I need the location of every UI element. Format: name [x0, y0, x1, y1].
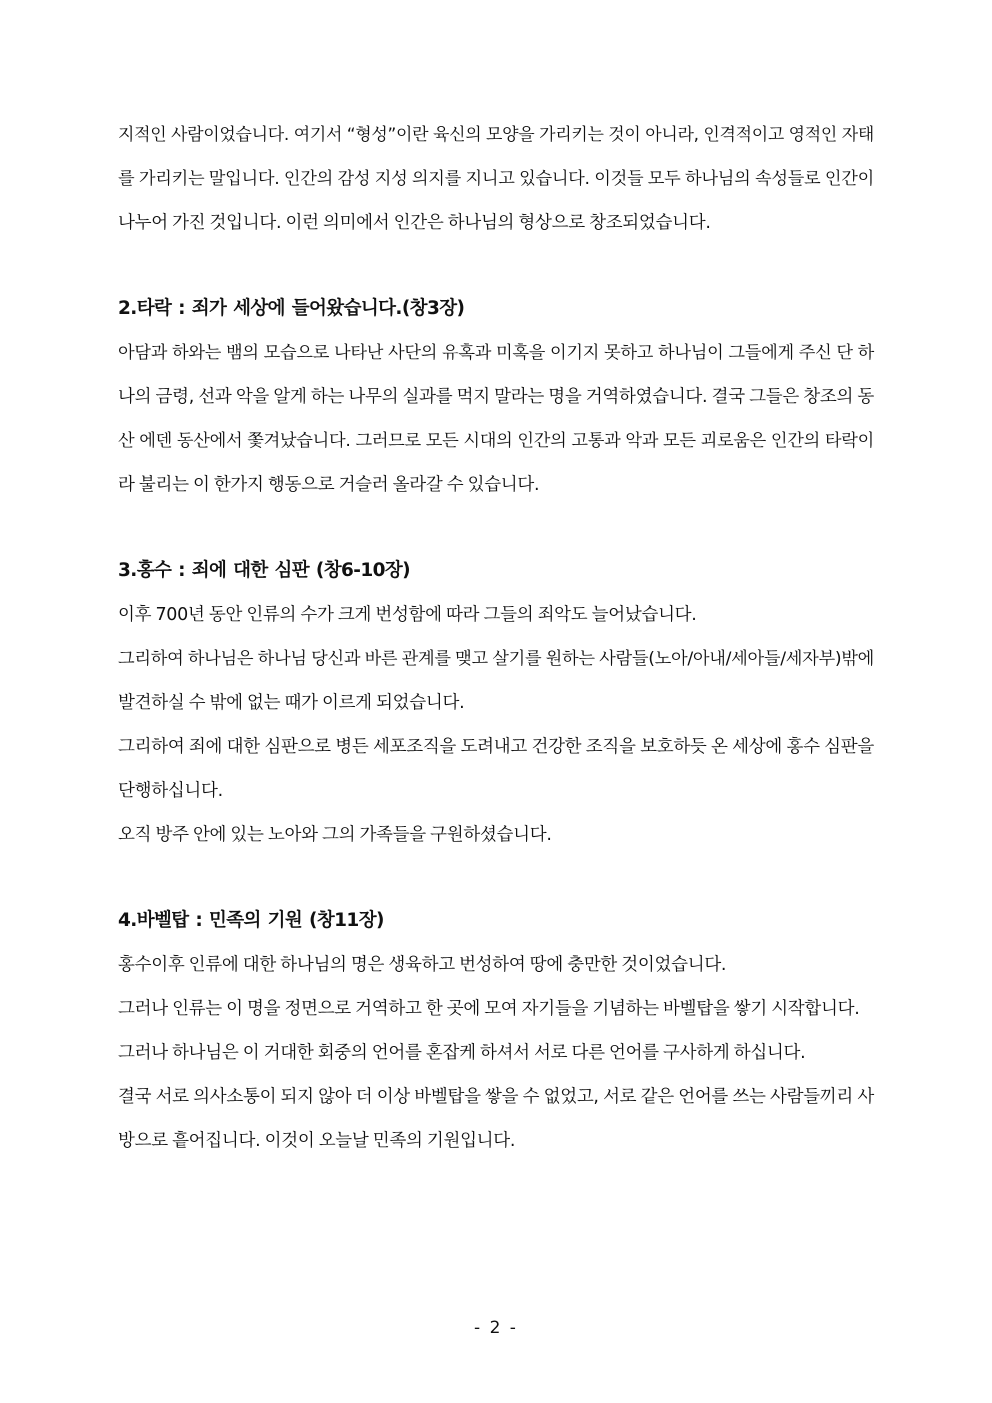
paragraph-line: 발견하실 수 밖에 없는 때가 이르게 되었습니다.	[118, 693, 465, 713]
section-gap	[118, 857, 874, 899]
paragraph-line: 지적인 사람이었습니다. 여기서 “형성”이란 육신의 모양을 가리키는 것이 아니라, 인격적이고 영적인 자태	[118, 125, 874, 145]
section-flood	[118, 549, 874, 857]
paragraph-line: 나누어 가진 것입니다. 이런 의미에서 인간은 하나님의 형상으로 창조되었습니다.	[118, 213, 711, 233]
paragraph-line: 그리하여 죄에 대한 심판으로 병든 세포조직을 도려내고 건강한 조직을 보호하듯 온 세상에 홍수 심판을	[118, 737, 874, 757]
paragraph-line: 그러나 하나님은 이 거대한 회중의 언어를 혼잡케 하셔서 서로 다른 언어를 구사하게 하십니다.	[118, 1043, 806, 1063]
paragraph-line: 오직 방주 안에 있는 노아와 그의 가족들을 구원하셨습니다.	[118, 825, 552, 845]
section-gap	[118, 245, 874, 287]
paragraph-line: 산 에덴 동산에서 쫓겨났습니다. 그러므로 모든 시대의 인간의 고통과 악과 모든 괴로움은 인간의 타락이	[118, 431, 874, 451]
section-gap	[118, 507, 874, 549]
paragraph-line: 단행하십니다.	[118, 781, 223, 801]
paragraph-line: 를 가리키는 말입니다. 인간의 감성 지성 의지를 지니고 있습니다. 이것들 모두 하나님의 속성들로 인간이	[118, 169, 874, 189]
page-number: - 2 -	[474, 1318, 518, 1338]
paragraph-line: 결국 서로 의사소통이 되지 않아 더 이상 바벨탑을 쌓을 수 없었고, 서로 같은 언어를 쓰는 사람들끼리 사	[118, 1087, 874, 1107]
section-fall	[118, 287, 874, 507]
section-heading: 4.바벨탑 : 민족의 기원 (창11장)	[118, 910, 384, 931]
paragraph-line: 이후 700년 동안 인류의 수가 크게 번성함에 따라 그들의 죄악도 늘어났습니다.	[118, 605, 697, 625]
section-heading: 3.홍수 : 죄에 대한 심판 (창6-10장)	[118, 560, 411, 581]
paragraph-line: 방으로 흩어집니다. 이것이 오늘날 민족의 기원입니다.	[118, 1131, 516, 1151]
document-body	[118, 113, 874, 1163]
section-babel	[118, 899, 874, 1163]
paragraph-line: 그리하여 하나님은 하나님 당신과 바른 관계를 맺고 살기를 원하는 사람들(노아/아내/세아들/세자부)밖에	[118, 649, 874, 669]
section-heading: 2.타락 : 죄가 세상에 들어왔습니다.(창3장)	[118, 298, 465, 319]
paragraph-line: 홍수이후 인류에 대한 하나님의 명은 생육하고 번성하여 땅에 충만한 것이었습니다.	[118, 955, 727, 975]
paragraph-line: 그러나 인류는 이 명을 정면으로 거역하고 한 곳에 모여 자기들을 기념하는 바벨탑을 쌓기 시작합니다.	[118, 999, 860, 1019]
paragraph-line: 아담과 하와는 뱀의 모습으로 나타난 사단의 유혹과 미혹을 이기지 못하고 하나님이 그들에게 주신 단 하	[118, 343, 874, 363]
paragraph-line: 라 불리는 이 한가지 행동으로 거슬러 올라갈 수 있습니다.	[118, 475, 540, 495]
paragraph-line: 나의 금령, 선과 악을 알게 하는 나무의 실과를 먹지 말라는 명을 거역하였습니다. 결국 그들은 창조의 동	[118, 387, 874, 407]
intro-paragraph	[118, 113, 874, 245]
